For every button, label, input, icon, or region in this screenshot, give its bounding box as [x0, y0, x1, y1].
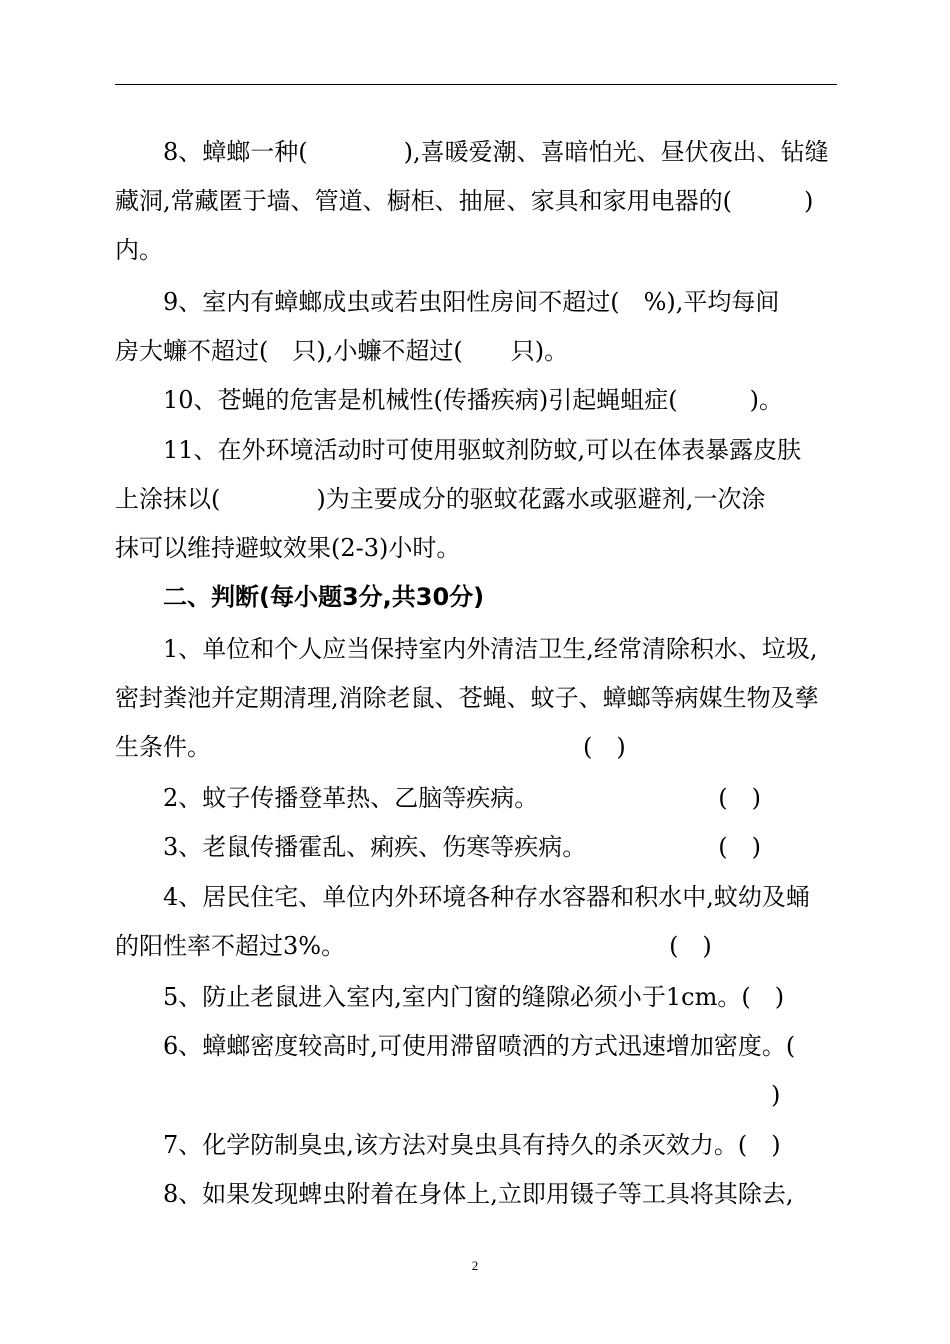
- judgment-6-line-1: 6、蟑螂密度较高时,可使用滞留喷洒的方式迅速增加密度。(: [163, 1032, 796, 1060]
- judgment-1-line-1: 1、单位和个人应当保持室内外清洁卫生,经常清除积水、垃圾,: [163, 635, 818, 663]
- judgment-2-line-1: 2、蚊子传播登革热、乙脑等疾病。 ( ): [163, 784, 761, 812]
- page-number: 2: [471, 1258, 479, 1273]
- judgment-5-line-1: 5、防止老鼠进入室内,室内门窗的缝隙必须小于1cm。( ): [163, 983, 785, 1011]
- question-8-line-3: 内。: [115, 236, 163, 264]
- question-9-line-1: 9、室内有蟑螂成虫或若虫阳性房间不超过( %),平均每间: [163, 288, 780, 316]
- judgment-3-line-1: 3、老鼠传播霍乱、痢疾、伤寒等疾病。 ( ): [163, 833, 761, 861]
- judgment-1-line-2: 密封粪池并定期清理,消除老鼠、苍蝇、蚊子、蟑螂等病媒生物及孳: [115, 684, 819, 712]
- judgment-4-line-2: 的阳性率不超过3%。 ( ): [115, 932, 712, 960]
- question-11-line-1: 11、在外环境活动时可使用驱蚊剂防蚊,可以在体表暴露皮肤: [163, 436, 802, 464]
- judgment-6-line-2: ): [771, 1081, 781, 1109]
- judgment-4-line-1: 4、居民住宅、单位内外环境各种存水容器和积水中,蚊幼及蛹: [163, 883, 810, 911]
- judgment-1-line-3: 生条件。 ( ): [115, 733, 626, 761]
- judgment-8-line-1: 8、如果发现蜱虫附着在身体上,立即用镊子等工具将其除去,: [163, 1180, 794, 1208]
- question-9-line-2: 房大蠊不超过( 只),小蠊不超过( 只)。: [115, 337, 569, 365]
- question-11-line-2: 上涂抹以( )为主要成分的驱蚊花露水或驱避剂,一次涂: [115, 485, 766, 513]
- section-two-heading: 二、判断(每小题3分,共30分): [163, 583, 485, 611]
- question-8-line-1: 8、蟑螂一种( ),喜暖爱潮、喜暗怕光、昼伏夜出、钻缝: [163, 138, 829, 166]
- question-10-line-1: 10、苍蝇的危害是机械性(传播疾病)引起蝇蛆症( )。: [163, 386, 783, 414]
- header-rule: [115, 84, 837, 85]
- judgment-7-line-1: 7、化学防制臭虫,该方法对臭虫具有持久的杀灭效力。( ): [163, 1131, 781, 1159]
- question-11-line-3: 抹可以维持避蚊效果(2-3)小时。: [115, 534, 461, 562]
- question-8-line-2: 藏洞,常藏匿于墙、管道、橱柜、抽屉、家具和家用电器的( ): [115, 187, 814, 215]
